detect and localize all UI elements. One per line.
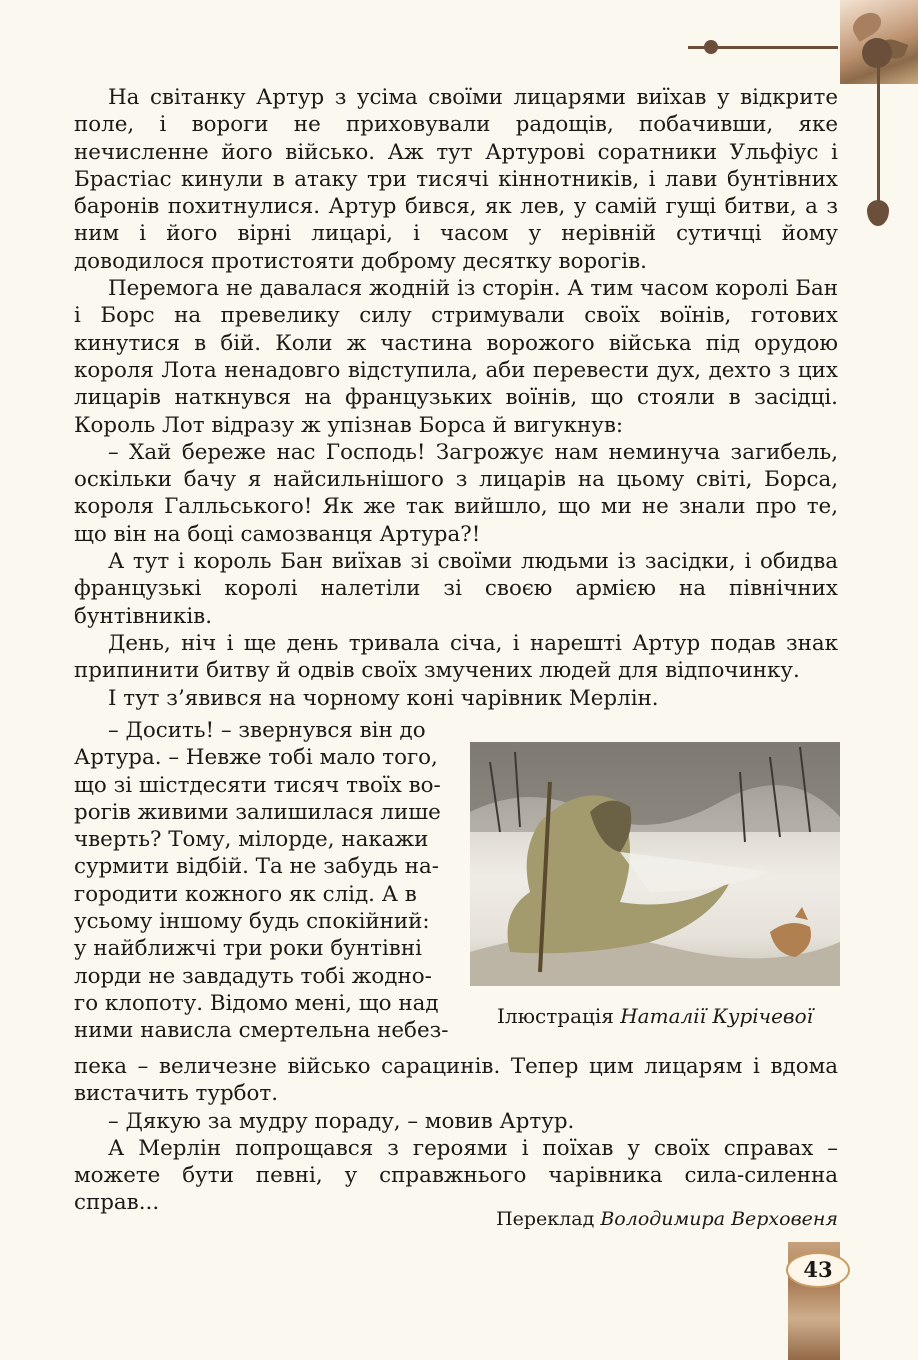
text-line: чверть? Тому, мілорде, накажи: [74, 827, 429, 853]
closing-text: [74, 1053, 838, 1217]
leaf-ornament-icon: [849, 8, 886, 42]
paragraph: А тут і король Бан виїхав зі своїми людьми із засідки, і обидва французькі королі налетіли зі своєю армією на північних бунтівників.: [74, 549, 838, 629]
illustration-image: [470, 742, 840, 986]
text-line: рогів живими залишилася лише: [74, 799, 441, 825]
text-line: – Досить! – звернувся він до: [108, 718, 426, 743]
text-line: городити кожного як слід. А в: [74, 881, 417, 907]
ornament-knob-icon: [704, 40, 718, 54]
credit-prefix: Переклад: [496, 1208, 595, 1230]
paragraph: І тут з’явився на чорному коні чарівник Мерлін.: [108, 685, 659, 711]
text-line: що зі шістдесяти тисяч твоїх во-: [74, 772, 441, 798]
caption-author: Наталії Курічевої: [620, 1004, 814, 1028]
merlin-speech: [74, 717, 450, 1045]
illustration-caption: [470, 1003, 840, 1029]
page-number: 43: [786, 1252, 850, 1288]
caption-prefix: Ілюстрація: [496, 1004, 614, 1028]
text-line: усьому іншому будь спокійний:: [74, 909, 430, 935]
text-line: сурмити відбій. Та не забудь на-: [74, 854, 439, 880]
main-text: [74, 84, 838, 712]
text-line: го клопоту. Відомо мені, що над: [74, 990, 439, 1016]
paragraph: – Хай береже нас Господь! Загрожує нам неминуча загибель, оскільки бачу я найсильнішого з лицарів на цьому світі, Борса, короля Галльського! Як же так вийшло, що ми не знали про те, що він на боці самозванця Артура?!: [74, 439, 838, 547]
paragraph: пека – величезне військо сарацинів. Тепер цим лицарям і вдома вистачить турбот.: [74, 1054, 838, 1107]
text-line: ними нависла смертельна небез-: [74, 1018, 449, 1044]
text-line: Артура. – Невже тобі мало того,: [74, 745, 438, 771]
paragraph: – Дякую за мудру пораду, – мовив Артур.: [108, 1108, 575, 1134]
text-line: лорди не завдадуть тобі жодно-: [74, 963, 432, 989]
paragraph: А Мерлін попрощався з героями і поїхав у своїх справах – можете бути певні, у справжнього чарівника сила-силенна справ...: [74, 1135, 838, 1216]
credit-author: Володимира Верховеня: [600, 1208, 838, 1230]
paragraph: На світанку Артур з усіма своїми лицарями виїхав у відкрите поле, і вороги не приховували радощів, побачивши, яке нечисленне його військо. Аж тут Артурові соратники Ульфіус і Брастіас кинули в атаку три тисячі кіннотників, і лави бунтівних баронів похитнулися. Артур бився, як лев, у самій гущі битви, а з ним і його вірні лицарі, і часом у нерівній сутичці йому доводилося протистояти доброму десятку ворогів.: [74, 85, 838, 274]
paragraph: День, ніч і ще день тривала січа, і нарешті Артур подав знак припинити битву й одвів своїх змучених людей для відпочинку.: [74, 630, 838, 684]
ornament-drop-icon: [867, 200, 889, 226]
merlin-illustration: [470, 742, 840, 986]
translation-credit: [496, 1207, 838, 1231]
text-line: у найближчі три роки бунтівні: [74, 936, 422, 962]
paragraph: Перемога не давалася жодній із сторін. А тим часом королі Бан і Борс на превелику силу стримували своїх воїнів, готових кинутися в бій. Коли ж частина ворожого війська під орудою короля Лота ненадовго відступила, аби перевести дух, дехто з цих лицарів наткнувся на французьких воїнів, що стояли в засідці. Король Лот відразу ж упізнав Борса й вигукнув:: [74, 276, 838, 438]
